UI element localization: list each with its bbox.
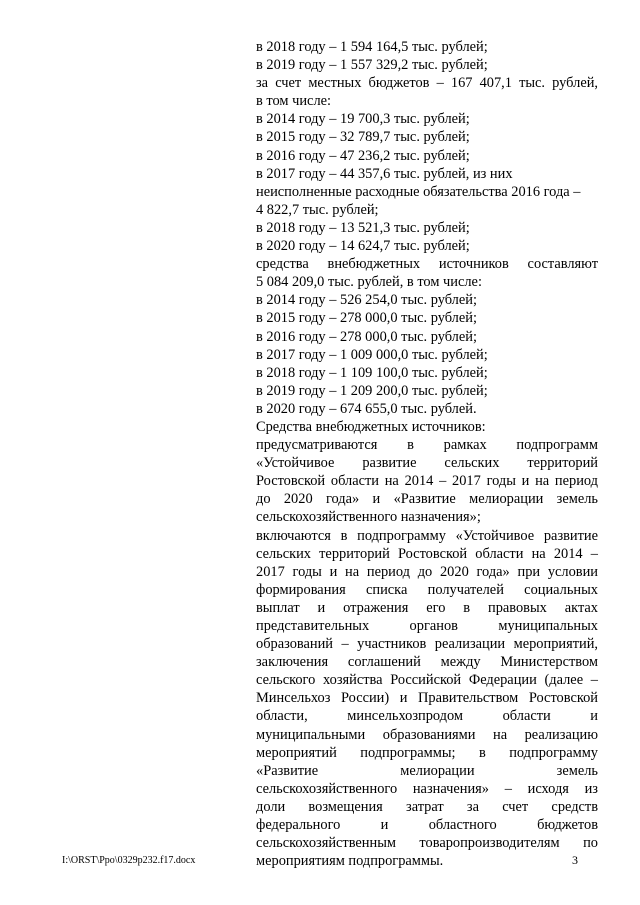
text-line: образований – участников реализации мероприятий,: [256, 636, 598, 653]
text-line: до 2020 года» и «Развитие мелиорации земель: [256, 491, 598, 508]
text-line: в 2015 году – 278 000,0 тыс. рублей;: [256, 310, 477, 327]
footer-page-number: 3: [572, 853, 578, 867]
text-line: в 2018 году – 1 594 164,5 тыс. рублей;: [256, 39, 488, 55]
text-line: Средства внебюджетных источников:: [256, 418, 486, 435]
text-line: в 2016 году – 278 000,0 тыс. рублей;: [256, 328, 477, 345]
text-line: в 2017 году – 44 357,6 тыс. рублей, из них: [256, 165, 513, 182]
text-line: сельскохозяйственным товаропроизводителям по: [256, 835, 598, 852]
text-line: в 2019 году – 1 209 200,0 тыс. рублей;: [256, 382, 488, 399]
text-line: в 2018 году – 1 109 100,0 тыс. рублей;: [256, 364, 488, 381]
text-line: мероприятиям подпрограммы.: [256, 853, 444, 870]
text-line: мероприятий подпрограммы; в подпрограмму: [256, 744, 598, 761]
text-line: в 2015 году – 32 789,7 тыс. рублей;: [256, 129, 470, 146]
text-line: 5 084 209,0 тыс. рублей, в том числе:: [256, 274, 482, 291]
text-line: в том числе:: [256, 93, 332, 110]
text-line: средства внебюджетных источников составляют: [256, 256, 598, 273]
text-line: предусматриваются в рамках подпрограмм: [256, 437, 598, 454]
text-line: в 2020 году – 674 655,0 тыс. рублей.: [256, 400, 477, 417]
text-line: выплат и отражения его в правовых актах: [256, 599, 598, 616]
text-line: в 2016 году – 47 236,2 тыс. рублей;: [256, 147, 470, 164]
text-line: доли возмещения затрат за счет средств: [256, 798, 598, 815]
text-line: «Развитие мелиорации земель: [256, 762, 598, 779]
text-line: 4 822,7 тыс. рублей;: [256, 201, 379, 218]
text-line: формирования списка получателей социальных: [256, 581, 598, 598]
text-line: муниципальными образованиями на реализацию: [256, 726, 598, 743]
footer-file-path: I:\ORST\Ppo\0329p232.f17.docx: [62, 855, 196, 866]
text-line: в 2019 году – 1 557 329,2 тыс. рублей;: [256, 57, 488, 74]
text-line: сельскохозяйственного назначения» – исходя из: [256, 780, 598, 797]
text-line: области, минсельхозпродом области и: [256, 708, 598, 725]
text-line: в 2018 году – 13 521,3 тыс. рублей;: [256, 219, 470, 236]
text-line: в 2017 году – 1 009 000,0 тыс. рублей;: [256, 346, 488, 363]
text-line: 2017 годы и на период до 2020 года» при условии: [256, 563, 598, 580]
text-line: сельского хозяйства Российской Федерации (далее –: [256, 672, 598, 689]
text-line: в 2014 году – 19 700,3 тыс. рублей;: [256, 111, 470, 128]
document-body: [256, 38, 598, 870]
text-line: сельскохозяйственного назначения»;: [256, 509, 481, 526]
text-line: «Устойчивое развитие сельских территорий: [256, 455, 598, 472]
text-line: в 2014 году – 526 254,0 тыс. рублей;: [256, 292, 477, 309]
text-line: представительных органов муниципальных: [256, 618, 598, 634]
text-line: включаются в подпрограмму «Устойчивое развитие: [256, 527, 598, 544]
text-line: неисполненные расходные обязательства 2016 года –: [256, 183, 581, 200]
text-line: сельских территорий Ростовской области на 2014 –: [256, 545, 598, 562]
text-line: за счет местных бюджетов – 167 407,1 тыс. рублей,: [256, 75, 598, 92]
text-line: Минсельхоз России) и Правительством Ростовской: [256, 690, 598, 707]
text-line: в 2020 году – 14 624,7 тыс. рублей;: [256, 238, 470, 255]
text-line: заключения соглашений между Министерством: [256, 654, 598, 671]
text-line: федерального и областного бюджетов: [256, 817, 598, 834]
text-line: Ростовской области на 2014 – 2017 годы и на период: [256, 473, 598, 490]
